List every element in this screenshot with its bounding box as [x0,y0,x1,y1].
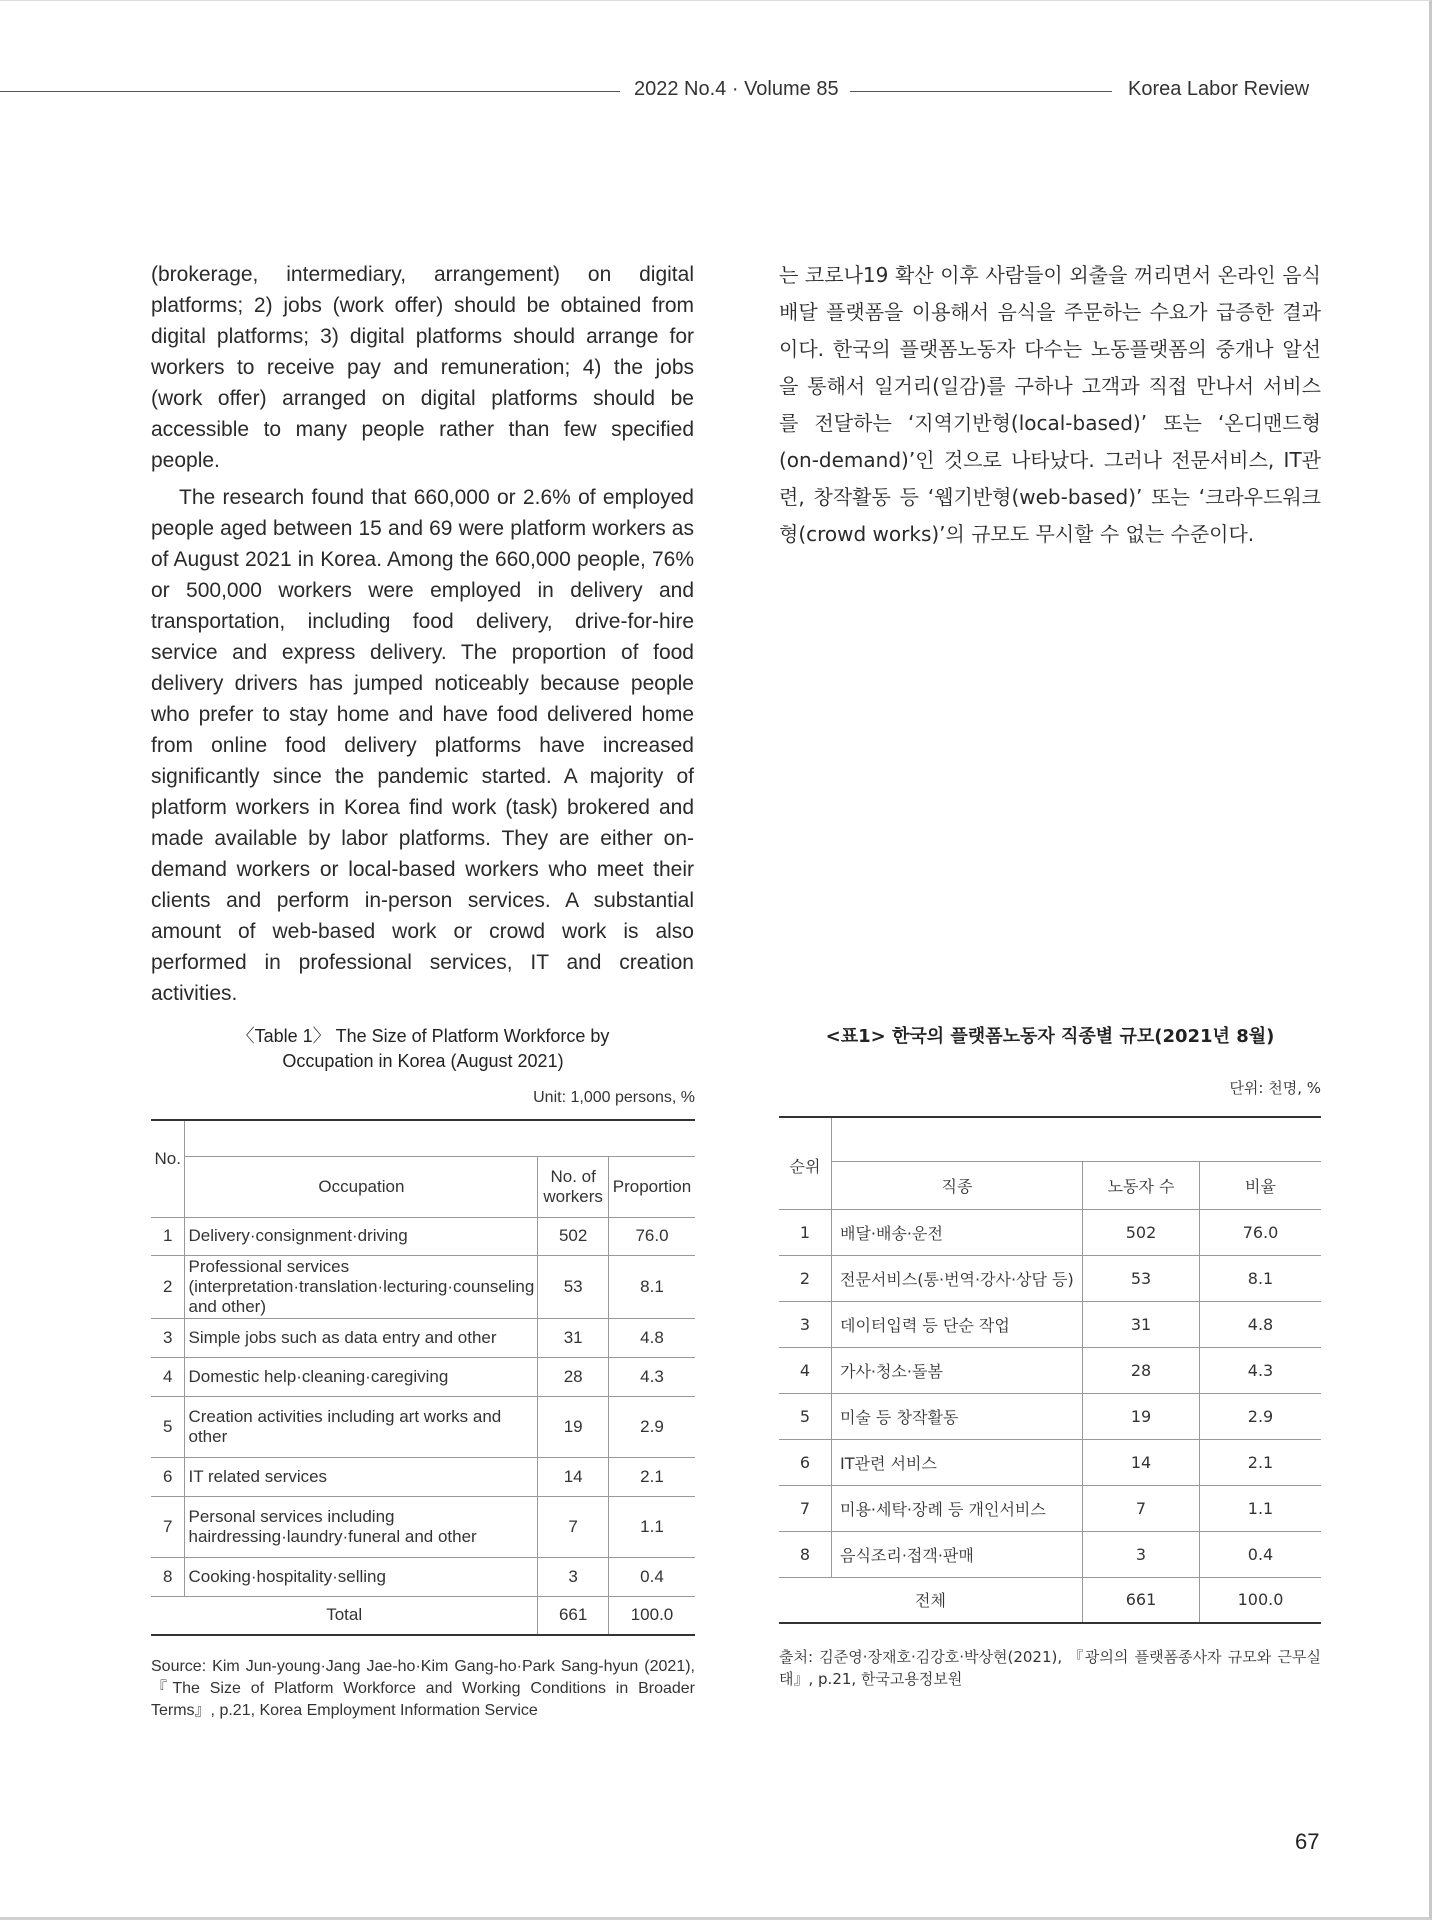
table2-cell-occupation: 전문서비스(통·번역·강사·상담 등) [832,1255,1083,1301]
table1-cell-proportion: 1.1 [608,1496,695,1557]
table1-total-proportion: 100.0 [608,1596,695,1635]
table2-header-workers: 노동자 수 [1083,1161,1200,1209]
table2-total-label: 전체 [779,1577,1083,1623]
table2-cell-occupation: 배달·배송·운전 [832,1209,1083,1255]
table2-cell-no: 2 [779,1255,832,1301]
table2-row [779,1255,1321,1301]
table2-cell-proportion: 76.0 [1200,1209,1322,1255]
table1-cell-occupation: Simple jobs such as data entry and other [185,1318,538,1357]
table1-cell-proportion: 0.4 [608,1557,695,1596]
left-column [151,259,694,1009]
table2-cell-workers: 7 [1083,1485,1200,1531]
paragraph-1: (brokerage, intermediary, arrangement) on digital platforms; 2) jobs (work offer) should be obtained from digital platforms; 3) digital platforms should arrange for workers to receive pay and remuneration; 4) the jobs (work offer) arranged on digital platforms should be accessible to many people rather than few specified people. [151,263,694,472]
table2-cell-workers: 502 [1083,1209,1200,1255]
table1-cell-no: 7 [151,1496,185,1557]
table2-row [779,1439,1321,1485]
header-rule-middle [850,91,1112,92]
table2-cell-occupation: IT관련 서비스 [832,1439,1083,1485]
table2-row [779,1393,1321,1439]
table1-cell-occupation: Personal services including hairdressing·laundry·funeral and other [185,1496,538,1557]
right-column [779,257,1321,553]
table2-cell-no: 6 [779,1439,832,1485]
table1-cell-occupation: Domestic help·cleaning·caregiving [185,1357,538,1396]
table2-header-occupation: 직종 [832,1161,1083,1209]
table1-cell-workers: 14 [538,1457,609,1496]
table1-cell-occupation: Professional services (interpretation·translation·lecturing·counseling and other) [185,1255,538,1318]
table2-row [779,1209,1321,1255]
table1-header-spacer [185,1120,695,1156]
table2-row [779,1347,1321,1393]
table2-header-no: 순위 [779,1117,832,1209]
table2-cell-no: 1 [779,1209,832,1255]
table1-cell-occupation: IT related services [185,1457,538,1496]
table1-cell-workers: 31 [538,1318,609,1357]
table1-cell-workers: 28 [538,1357,609,1396]
table1-row [151,1255,695,1318]
table1-source: Source: Kim Jun-young·Jang Jae-ho·Kim Gang-ho·Park Sang-hyun (2021), 『The Size of Platform Workforce and Working Conditions in Broader Terms』, p.21, Korea Employment Information Service [151,1658,695,1719]
korean-paragraph: 는 코로나19 확산 이후 사람들이 외출을 꺼리면서 온라인 음식배달 플랫폼을 이용해서 음식을 주문하는 수요가 급증한 결과이다. 한국의 플랫폼노동자 다수는 노동플랫폼의 중개나 알선을 통해서 일거리(일감)를 구하나 고객과 직접 만나서 서비스를 전달하는 ‘지역기반형(local-based)’ 또는 ‘온디맨드형(on-demand)’인 것으로 나타났다. 그러나 전문서비스, IT관련, 창작활동 등 ‘웹기반형(web-based)’ 또는 ‘크라우드워크형(crowd works)’의 규모도 무시할 수 없는 수준이다. [779,263,1321,546]
table1-cell-proportion: 76.0 [608,1217,695,1255]
table2-caption: <표1> 한국의 플랫폼노동자 직종별 규모(2021년 8월) [825,1026,1275,1047]
table2-cell-no: 4 [779,1347,832,1393]
table2-cell-workers: 3 [1083,1531,1200,1577]
table2-cell-occupation: 음식조리·접객·판매 [832,1531,1083,1577]
table1-row [151,1396,695,1457]
table1-caption-line2: Occupation in Korea (August 2021) [282,1051,564,1071]
page-number: 67 [1295,1829,1320,1854]
table2-source: 출처: 김준영·장재호·김강호·박상현(2021), 『광의의 플랫폼종사자 규모와 근무실태』, p.21, 한국고용정보원 [779,1648,1321,1688]
table1-total-label: Total [151,1596,538,1635]
table2-cell-workers: 14 [1083,1439,1200,1485]
table1-cell-no: 4 [151,1357,185,1396]
table1-cell-workers: 53 [538,1255,609,1318]
table2-cell-proportion: 4.3 [1200,1347,1322,1393]
issue-label: 2022 No.4 · Volume 85 [634,78,839,100]
table2-cell-proportion: 2.1 [1200,1439,1322,1485]
table1-row [151,1318,695,1357]
table1-cell-occupation: Delivery·consignment·driving [185,1217,538,1255]
table2-row [779,1485,1321,1531]
table2-header-proportion: 비율 [1200,1161,1322,1209]
table2-header-spacer [832,1117,1322,1161]
table2-cell-occupation: 가사·청소·돌봄 [832,1347,1083,1393]
table2-cell-proportion: 8.1 [1200,1255,1322,1301]
table2-total-proportion: 100.0 [1200,1577,1322,1623]
table2-cell-workers: 28 [1083,1347,1200,1393]
table1-cell-no: 8 [151,1557,185,1596]
table2-cell-occupation: 미술 등 창작활동 [832,1393,1083,1439]
table1-caption-line1: 〈Table 1〉 The Size of Platform Workforce by [236,1026,610,1046]
table1-cell-no: 3 [151,1318,185,1357]
table2-cell-workers: 19 [1083,1393,1200,1439]
table1-cell-proportion: 4.8 [608,1318,695,1357]
table1-header-workers: No. of workers [538,1156,609,1217]
table2-cell-no: 3 [779,1301,832,1347]
table1-header-proportion: Proportion [608,1156,695,1217]
table2-cell-proportion: 4.8 [1200,1301,1322,1347]
table1-cell-workers: 19 [538,1396,609,1457]
table2-cell-proportion: 1.1 [1200,1485,1322,1531]
table2-cell-no: 7 [779,1485,832,1531]
table1-cell-no: 5 [151,1396,185,1457]
journal-title: Korea Labor Review [1128,78,1310,100]
table1-cell-workers: 7 [538,1496,609,1557]
table2-row [779,1531,1321,1577]
table2-cell-workers: 53 [1083,1255,1200,1301]
table2-cell-proportion: 0.4 [1200,1531,1322,1577]
header-rule-left [0,91,620,92]
table1-cell-occupation: Creation activities including art works and other [185,1396,538,1457]
table1-row [151,1496,695,1557]
table1-row [151,1217,695,1255]
table1-cell-no: 6 [151,1457,185,1496]
table2-cell-no: 8 [779,1531,832,1577]
table1-cell-proportion: 8.1 [608,1255,695,1318]
table2-cell-occupation: 미용·세탁·장례 등 개인서비스 [832,1485,1083,1531]
table2-cell-workers: 31 [1083,1301,1200,1347]
table1-caption [151,1024,695,1074]
table2 [779,1116,1321,1624]
paragraph-2: The research found that 660,000 or 2.6% of employed people aged between 15 and 69 were platform workers as of August 2021 in Korea. Among the 660,000 people, 76% or 500,000 workers were employed in delivery and transportation, including food delivery, drive-for-hire service and express delivery. The proportion of food delivery drivers has jumped noticeably because people who prefer to stay home and have food delivered home from online food delivery platforms have increased significantly since the pandemic started. A majority of platform workers in Korea find work (task) brokered and made available by labor platforms. They are either on-demand workers or local-based workers who meet their clients and perform in-person services. A substantial amount of web-based work or crowd work is also performed in professional services, IT and creation activities. [151,486,694,1005]
table2-cell-proportion: 2.9 [1200,1393,1322,1439]
table1 [151,1119,695,1636]
table1-cell-no: 1 [151,1217,185,1255]
table1-header-occupation: Occupation [185,1156,538,1217]
table2-cell-no: 5 [779,1393,832,1439]
table1-cell-occupation: Cooking·hospitality·selling [185,1557,538,1596]
table1-header-no: No. [151,1120,185,1217]
table1-cell-no: 2 [151,1255,185,1318]
table1-cell-workers: 3 [538,1557,609,1596]
table2-total-workers: 661 [1083,1577,1200,1623]
table2-cell-occupation: 데이터입력 등 단순 작업 [832,1301,1083,1347]
table2-unit: 단위: 천명, % [1229,1079,1321,1097]
table1-cell-proportion: 2.9 [608,1396,695,1457]
table2-row [779,1301,1321,1347]
table1-row [151,1457,695,1496]
table1-total-workers: 661 [538,1596,609,1635]
table1-unit: Unit: 1,000 persons, % [533,1089,695,1106]
table1-row [151,1357,695,1396]
table1-cell-workers: 502 [538,1217,609,1255]
table1-cell-proportion: 2.1 [608,1457,695,1496]
table1-cell-proportion: 4.3 [608,1357,695,1396]
table1-row [151,1557,695,1596]
